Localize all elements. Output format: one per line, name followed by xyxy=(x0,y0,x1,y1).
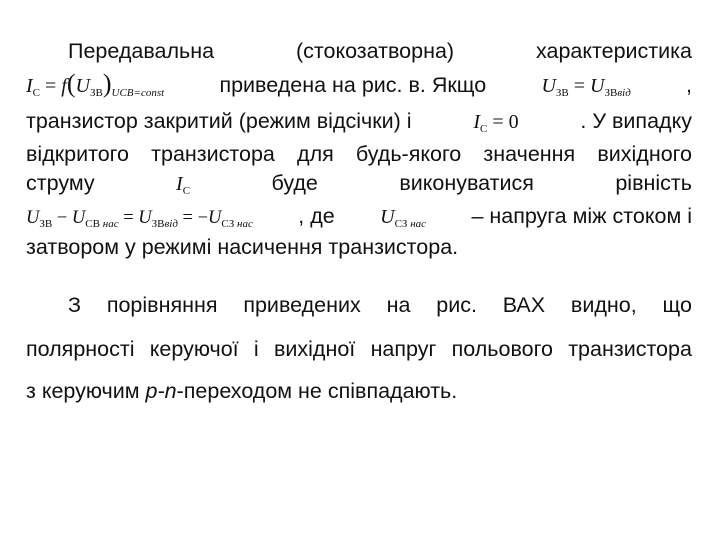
word: ВАХ xyxy=(502,293,546,317)
word: транзистора xyxy=(568,337,692,361)
pn-junction-term: p-n xyxy=(145,379,177,403)
text-segment xyxy=(68,292,692,318)
text-segment: транзистор закритий (режим відсічки) і xyxy=(26,109,412,133)
word: і xyxy=(253,337,259,361)
text-segment: струму xyxy=(26,171,95,195)
text-segment: буде xyxy=(271,171,318,195)
word: полярності xyxy=(26,337,135,361)
p1-line-5 xyxy=(26,170,692,197)
text-segment: з керуючим xyxy=(26,379,140,403)
p2-line-2 xyxy=(26,336,692,362)
drain-gate-voltage-symbol: $U_{СЗ нас}$ xyxy=(380,206,427,230)
saturation-equality-formula: $U_{ЗВ} - U_{СВ нас} = U_{ЗВвід} = -U_{СЗ нас}$ xyxy=(26,208,253,230)
text-segment: Передавальна xyxy=(68,39,215,63)
word: З xyxy=(68,293,81,317)
text-segment: приведена на рис. в. Якщо xyxy=(219,73,487,97)
drain-current-formula: $I_С$ xyxy=(176,173,191,197)
zero-current-formula: $I_С = 0$ xyxy=(473,111,519,135)
word: транзистора xyxy=(151,142,275,166)
text-segment: -переходом не співпадають. xyxy=(176,379,458,403)
p1-line-1 xyxy=(68,38,692,64)
p1-line-7 xyxy=(26,234,692,260)
transfer-characteristic-formula: $I_С = f(U_{ЗВ})_{UСВ=const}$ xyxy=(26,69,165,99)
word: керуючої xyxy=(149,337,239,361)
text-segment: , де xyxy=(298,204,335,228)
p1-line-3 xyxy=(26,108,692,135)
word: польового xyxy=(451,337,553,361)
p2-line-3 xyxy=(26,378,692,404)
text-segment xyxy=(26,141,692,167)
word: що xyxy=(662,293,692,317)
p1-line-6 xyxy=(26,203,692,231)
word: вихідного xyxy=(597,142,692,166)
word: для xyxy=(297,142,334,166)
text-segment: . У випадку xyxy=(580,109,692,133)
cutoff-condition-formula: $U_{ЗВ} = U_{ЗВвід}$ xyxy=(541,75,631,99)
word: рис. xyxy=(436,293,477,317)
word: приведених xyxy=(243,293,361,317)
word: вихідної xyxy=(273,337,356,361)
text-segment xyxy=(26,336,692,362)
word: на xyxy=(386,293,411,317)
text-segment: рівність xyxy=(615,171,692,195)
text-segment: (стокозатворна) xyxy=(295,39,455,63)
word: значення xyxy=(483,142,576,166)
p1-line-2 xyxy=(26,69,692,99)
text-segment: , xyxy=(686,73,692,97)
text-segment: затвором у режимі насичення транзистора. xyxy=(26,235,459,259)
p1-line-4 xyxy=(26,141,692,167)
word: напруг xyxy=(370,337,437,361)
word: відкритого xyxy=(26,142,130,166)
p2-line-1 xyxy=(68,292,692,318)
word: порівняння xyxy=(106,293,218,317)
text-segment: характеристика xyxy=(535,39,692,63)
word: будь-якого xyxy=(355,142,462,166)
text-segment: – напруга між стоком і xyxy=(471,204,692,228)
text-segment: виконуватися xyxy=(399,171,534,195)
word: видно, xyxy=(570,293,637,317)
